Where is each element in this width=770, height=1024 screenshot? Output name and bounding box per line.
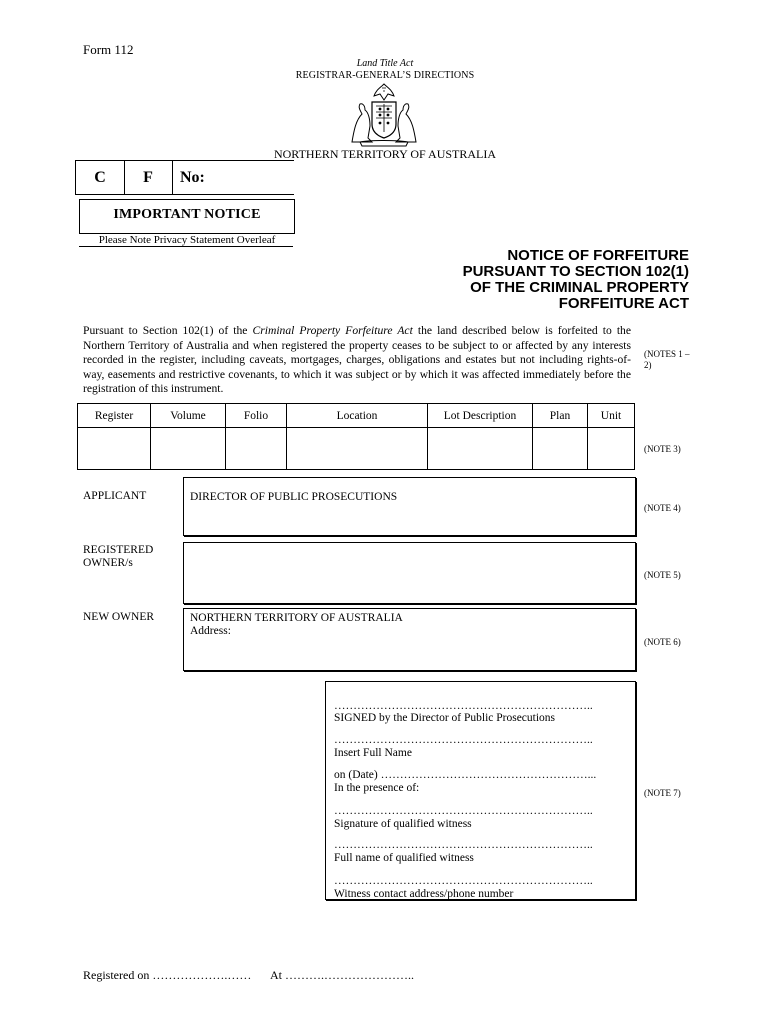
applicant-label: APPLICANT (83, 490, 147, 502)
important-notice-title: IMPORTANT NOTICE (113, 207, 261, 222)
volume-cell[interactable] (151, 428, 226, 470)
unit-cell[interactable] (588, 428, 635, 470)
cf-c-cell: C (76, 161, 125, 194)
new-owner-label: NEW OWNER (83, 611, 155, 623)
paragraph-text: Pursuant to Section 102(1) of the (83, 324, 253, 337)
document-title-line: FORFEITURE ACT (558, 295, 689, 312)
column-header-folio: Folio (226, 404, 287, 428)
table-row (78, 428, 635, 470)
new-owner-value: NORTHERN TERRITORY OF AUSTRALIA (190, 612, 403, 624)
applicant-value: DIRECTOR OF PUBLIC PROSECUTIONS (190, 491, 398, 503)
registered-owner-label-line: OWNER/s (83, 557, 133, 569)
full-name-line[interactable]: ………………………………………………………….. (334, 734, 593, 746)
territory-heading: NORTHERN TERRITORY OF AUSTRALIA (273, 147, 497, 161)
folio-cell[interactable] (226, 428, 287, 470)
witness-contact-line[interactable]: ………………………………………………………….. (334, 875, 593, 887)
registered-owner-label-line: REGISTERED (83, 544, 154, 556)
witness-signature-line[interactable]: ………………………………………………………….. (334, 805, 593, 817)
new-owner-field[interactable] (183, 608, 636, 671)
land-description-table (77, 403, 635, 470)
register-cell[interactable] (78, 428, 151, 470)
cf-f-cell: F (124, 161, 173, 194)
note-5: (NOTE 5) (644, 570, 681, 580)
column-header-lot-description: Lot Description (428, 404, 533, 428)
form-number: Form 112 (83, 42, 134, 57)
witness-name-line[interactable]: ………………………………………………………….. (334, 839, 593, 851)
presence-label: In the presence of: (334, 782, 420, 794)
witness-contact-label: Witness contact address/phone number (334, 888, 514, 900)
signed-by-label: SIGNED by the Director of Public Prosecutions (334, 712, 556, 724)
lot-description-cell[interactable] (428, 428, 533, 470)
registered-at-field[interactable]: At ……….………………….. (270, 968, 414, 982)
registered-owner-label (83, 544, 153, 570)
coat-of-arms-icon (346, 80, 422, 148)
plan-cell[interactable] (533, 428, 588, 470)
column-header-volume: Volume (151, 404, 226, 428)
applicant-field[interactable] (183, 477, 636, 536)
act-name: Land Title Act (356, 58, 414, 69)
act-reference: Criminal Property Forfeiture Act (252, 324, 413, 337)
registrar-directions: REGISTRAR-GENERAL’S DIRECTIONS (295, 70, 475, 81)
registered-on-field[interactable]: Registered on ……………….…… (83, 968, 252, 982)
document-title-line: OF THE CRIMINAL PROPERTY (470, 279, 689, 296)
document-title-line: PURSUANT TO SECTION 102(1) (462, 263, 689, 280)
note-7: (NOTE 7) (644, 788, 681, 798)
note-4: (NOTE 4) (644, 503, 681, 513)
cf-number-box (75, 160, 294, 195)
note-6: (NOTE 6) (644, 637, 681, 647)
note-1-2: (NOTES 1 – 2) (644, 349, 690, 370)
forfeiture-paragraph (83, 324, 631, 397)
note-3: (NOTE 3) (644, 444, 681, 454)
cf-number-field[interactable]: No: (180, 168, 205, 186)
new-owner-address: Address: (190, 625, 231, 637)
signature-line[interactable]: ………………………………………………………….. (334, 700, 593, 712)
witness-name-label: Full name of qualified witness (334, 852, 474, 864)
column-header-register: Register (78, 404, 151, 428)
column-header-plan: Plan (533, 404, 588, 428)
signature-block (325, 681, 636, 900)
document-title (463, 248, 689, 312)
date-line[interactable]: on (Date) ………………………………………………... (334, 769, 597, 781)
document-title-line: NOTICE OF FORFEITURE (507, 247, 689, 264)
registered-owner-field[interactable] (183, 542, 636, 604)
full-name-label: Insert Full Name (334, 747, 412, 759)
location-cell[interactable] (287, 428, 428, 470)
table-header-row (78, 404, 635, 428)
privacy-statement-note: Please Note Privacy Statement Overleaf (98, 234, 276, 246)
column-header-location: Location (287, 404, 428, 428)
witness-signature-label: Signature of qualified witness (334, 818, 472, 830)
divider (79, 246, 293, 247)
paragraph-text: the land described below is forfeited to the Northern Territory of Australia and when registered the property ceases to be subject to or affected by any interests recorded in the register, including caveats, mortgages, charges, obligations and estates but not including rights-of-way, easements and restrictive covenants, to which it was subject or by which it was affected immediately before the registration of this instrument. (83, 324, 631, 396)
column-header-unit: Unit (588, 404, 635, 428)
